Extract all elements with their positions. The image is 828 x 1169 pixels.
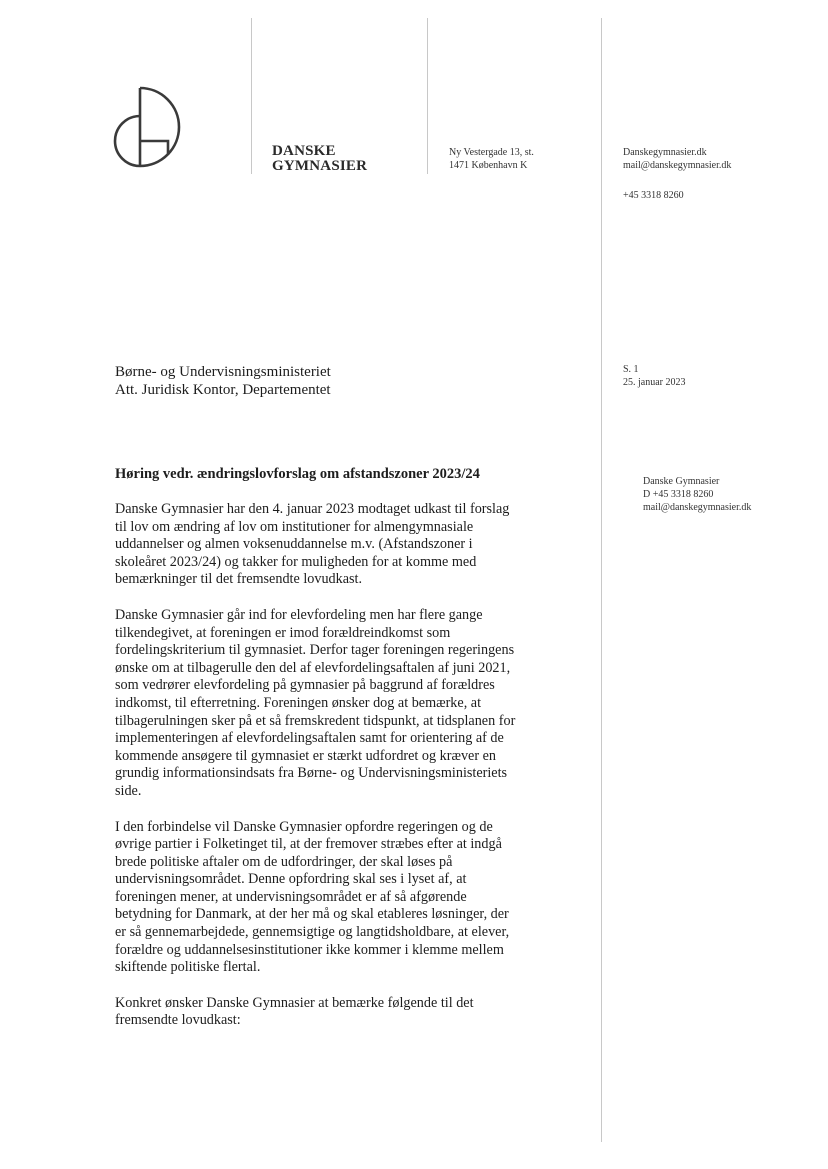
- address-block: [449, 146, 534, 172]
- letter-meta: [623, 363, 686, 389]
- body-paragraph: [115, 819, 575, 977]
- paragraph-line: bemærkninger til det fremsendte lovudkast.: [115, 571, 363, 588]
- brand-line: GYMNASIER: [272, 158, 368, 174]
- sender-line: D +45 3318 8260: [643, 489, 714, 500]
- paragraph-line: ønske om at tilbagerulle den del af elevfordelingsaftalen af juni 2021,: [115, 659, 511, 676]
- address-line: 1471 København K: [449, 160, 528, 171]
- brand-line: DANSKE: [272, 143, 336, 159]
- paragraph-line: skoleåret 2023/24) og takker for muligheden for at komme med: [115, 553, 477, 570]
- website-text: Danskegymnasier.dk: [623, 147, 707, 158]
- letter-body: [115, 501, 575, 1048]
- paragraph-line: tilkendegivet, at foreningen er imod forældreindkomst som: [115, 624, 451, 641]
- divider-line-2: [427, 18, 428, 174]
- paragraph-line: fordelingskriterium til gymnasiet. Derfor tager foreningen regeringens: [115, 642, 515, 659]
- paragraph-line: betydning for Danmark, at der her må og skal etableres løsninger, der: [115, 906, 509, 923]
- paragraph-line: brede politiske aftaler om de udfordringer, der skal løses på: [115, 853, 453, 870]
- letter-date: 25. januar 2023: [623, 377, 686, 388]
- paragraph-line: Danske Gymnasier går ind for elevfordeling men har flere gange: [115, 606, 483, 623]
- sender-line: Danske Gymnasier: [643, 476, 720, 487]
- paragraph-line: som vedrører elevfordeling på gymnasier på baggrund af forældres: [115, 677, 495, 694]
- body-paragraph: [115, 501, 575, 589]
- email-text: mail@danskegymnasier.dk: [623, 160, 732, 171]
- letter-subject: Høring vedr. ændringslovforslag om afstandszoner 2023/24: [115, 466, 480, 482]
- paragraph-line: er så gennemarbejdede, gennemsigtige og langtidsholdbare, at elever,: [115, 924, 510, 941]
- paragraph-line: Danske Gymnasier har den 4. januar 2023 modtaget udkast til forslag: [115, 501, 510, 517]
- paragraph-line: undervisningsområdet. Denne opfordring skal ses i lyset af, at: [115, 871, 467, 888]
- paragraph-line: tilbagerulningen sker på et så fremskredent tidspunkt, at tidsplanen for: [115, 712, 516, 729]
- address-line: Ny Vestergade 13, st.: [449, 147, 534, 158]
- paragraph-line: fremsendte lovudkast:: [115, 1012, 241, 1029]
- paragraph-line: kommende ansøgere til gymnasiet er stærkt udfordret og kræver en: [115, 747, 496, 764]
- divider-line-1: [251, 18, 252, 174]
- body-paragraph: [115, 995, 575, 1030]
- paragraph-line: skiftende politiske flertal.: [115, 959, 261, 976]
- brand-name: [272, 144, 367, 174]
- recipient-block: [115, 363, 331, 399]
- margin-divider-line: [601, 18, 602, 1142]
- paragraph-line: grundig informationsindsats fra Børne- og Undervisningsministeriets: [115, 765, 508, 782]
- paragraph-line: øvrige partier i Folketinget til, at der fremover stræbes efter at indgå: [115, 836, 502, 853]
- phone-text: +45 3318 8260: [623, 190, 684, 201]
- paragraph-line: foreningen mener, at undervisningsområdet er af så afgørende: [115, 888, 467, 905]
- danske-gymnasier-logo: [112, 84, 186, 168]
- paragraph-line: Konkret ønsker Danske Gymnasier at bemærke følgende til det: [115, 994, 474, 1011]
- contact-block: [623, 146, 731, 172]
- paragraph-line: I den forbindelse vil Danske Gymnasier opfordre regeringen og de: [115, 818, 493, 835]
- paragraph-line: indkomst, til efterretning. Foreningen ønsker dog at bemærke, at: [115, 694, 482, 711]
- recipient-line: Att. Juridisk Kontor, Departementet: [115, 382, 331, 398]
- recipient-line: Børne- og Undervisningsministeriet: [115, 364, 331, 380]
- sender-block: [643, 475, 751, 514]
- sender-line: mail@danskegymnasier.dk: [643, 502, 752, 513]
- paragraph-line: til lov om ændring af lov om institutioner for almengymnasiale: [115, 518, 474, 535]
- paragraph-line: forældre og uddannelsesinstitutioner ikke kommer i klemme mellem: [115, 941, 504, 958]
- page-number: S. 1: [623, 364, 639, 375]
- body-paragraph: [115, 607, 575, 801]
- paragraph-line: uddannelser og almen voksenuddannelse m.v. (Afstandszoner i: [115, 536, 473, 553]
- paragraph-line: implementeringen af elevfordelingsaftalen samt for orientering af de: [115, 730, 504, 747]
- paragraph-line: side.: [115, 782, 142, 799]
